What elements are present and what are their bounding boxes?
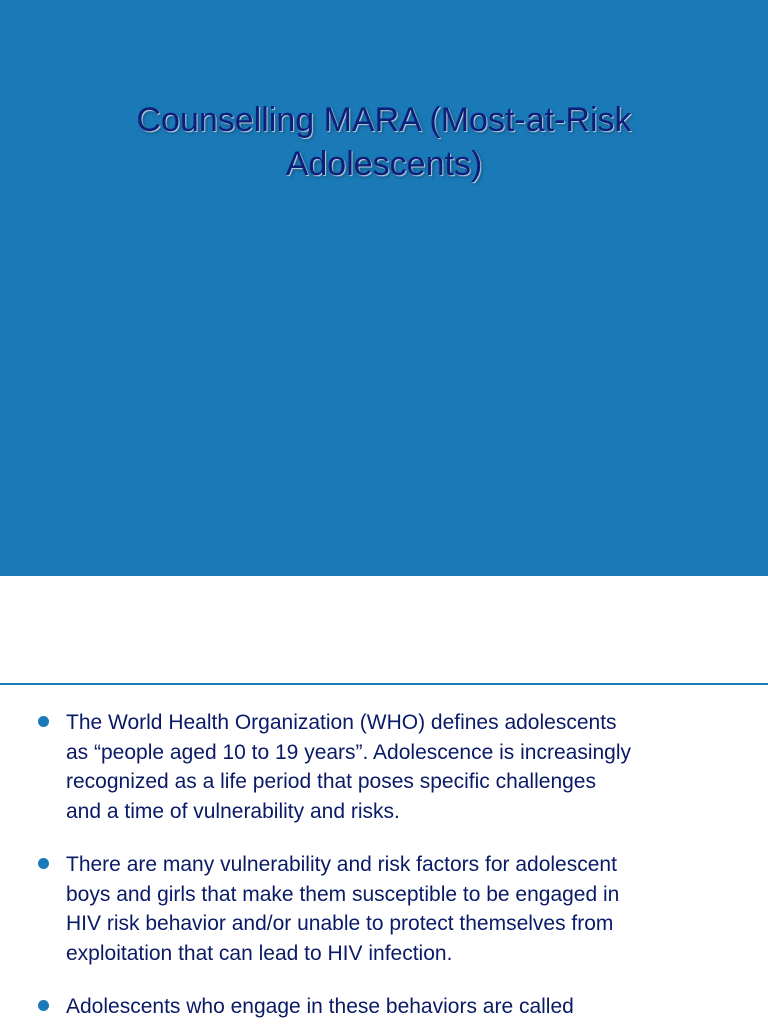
bullet-item-who-definition [0, 708, 768, 826]
bullet-text-line: boys and girls that make them susceptible to be engaged in [66, 882, 620, 906]
bullet-dot-icon [38, 716, 49, 727]
slide-title-line-1: Counselling MARA (Most-at-Risk [136, 101, 632, 139]
bullet-item-behaviors [0, 992, 768, 1022]
bullet-text-line: as “people aged 10 to 19 years”. Adolescence is increasingly [66, 740, 632, 764]
slide-title [40, 98, 728, 186]
bullet-item-risk-factors [0, 850, 768, 968]
slide-title-line-2: Adolescents) [285, 145, 483, 183]
bullet-text-line: and a time of vulnerability and risks. [66, 799, 400, 823]
content-slide [0, 576, 768, 1024]
bullet-text-line: The World Health Organization (WHO) defines adolescents [66, 711, 617, 734]
bullet-text-line: HIV risk behavior and/or unable to protect themselves from [66, 912, 614, 935]
bullet-dot-icon [38, 1000, 49, 1011]
bullet-text-line: There are many vulnerability and risk factors for adolescent [66, 853, 617, 876]
title-divider-line [0, 683, 768, 685]
bullet-text-line: Adolescents who engage in these behaviors are called [66, 995, 574, 1018]
bullet-text-line: exploitation that can lead to HIV infection. [66, 941, 453, 965]
bullet-dot-icon [38, 858, 49, 869]
bullet-text-line: recognized as a life period that poses specific challenges [66, 770, 596, 793]
bullet-list [0, 708, 768, 1024]
